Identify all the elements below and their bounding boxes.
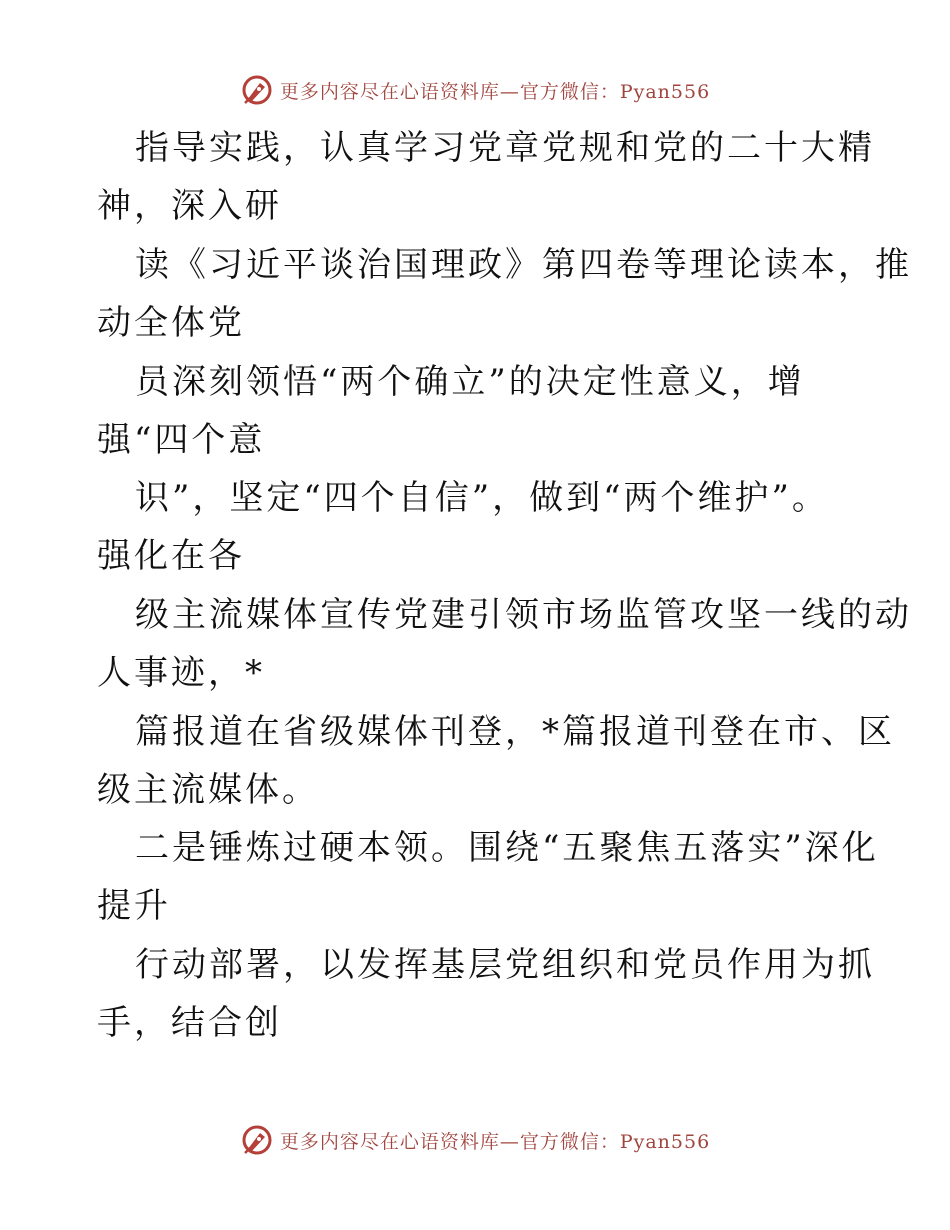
watermark-text: 更多内容尽在心语资料库—官方微信：Pyan556 [279, 80, 711, 103]
footer-watermark [0, 1120, 950, 1160]
text-line: 手，结合创 [97, 1003, 282, 1043]
text-line: 识”，坚定“四个自信”，做到“两个维护”。 [135, 478, 829, 518]
text-line: 读《习近平谈治国理政》第四卷等理论读本，推 [135, 245, 912, 285]
text-line: 强“四个意 [97, 420, 266, 460]
text-line: 强化在各 [97, 536, 245, 576]
text-line: 指导实践，认真学习党章党规和党的二十大精 [135, 128, 875, 168]
text-line: 人事迹，* [97, 653, 265, 693]
text-line: 神，深入研 [97, 186, 282, 226]
watermark-text: 更多内容尽在心语资料库—官方微信：Pyan556 [279, 1130, 711, 1153]
text-line: 级主流媒体宣传党建引领市场监管攻坚一线的动 [135, 595, 912, 635]
text-line: 员深刻领悟“两个确立”的决定性意义，增 [135, 362, 805, 402]
text-line: 篇报道在省级媒体刊登，*篇报道刊登在市、区 [135, 712, 895, 752]
pen-nib-logo-icon [240, 1123, 274, 1157]
text-line: 二是锤炼过硬本领。围绕“五聚焦五落实”深化 [135, 828, 879, 868]
text-line: 行动部署，以发挥基层党组织和党员作用为抓 [135, 945, 875, 985]
text-line: 级主流媒体。 [97, 770, 319, 810]
text-line: 提升 [97, 886, 171, 926]
text-line: 动全体党 [97, 303, 245, 343]
